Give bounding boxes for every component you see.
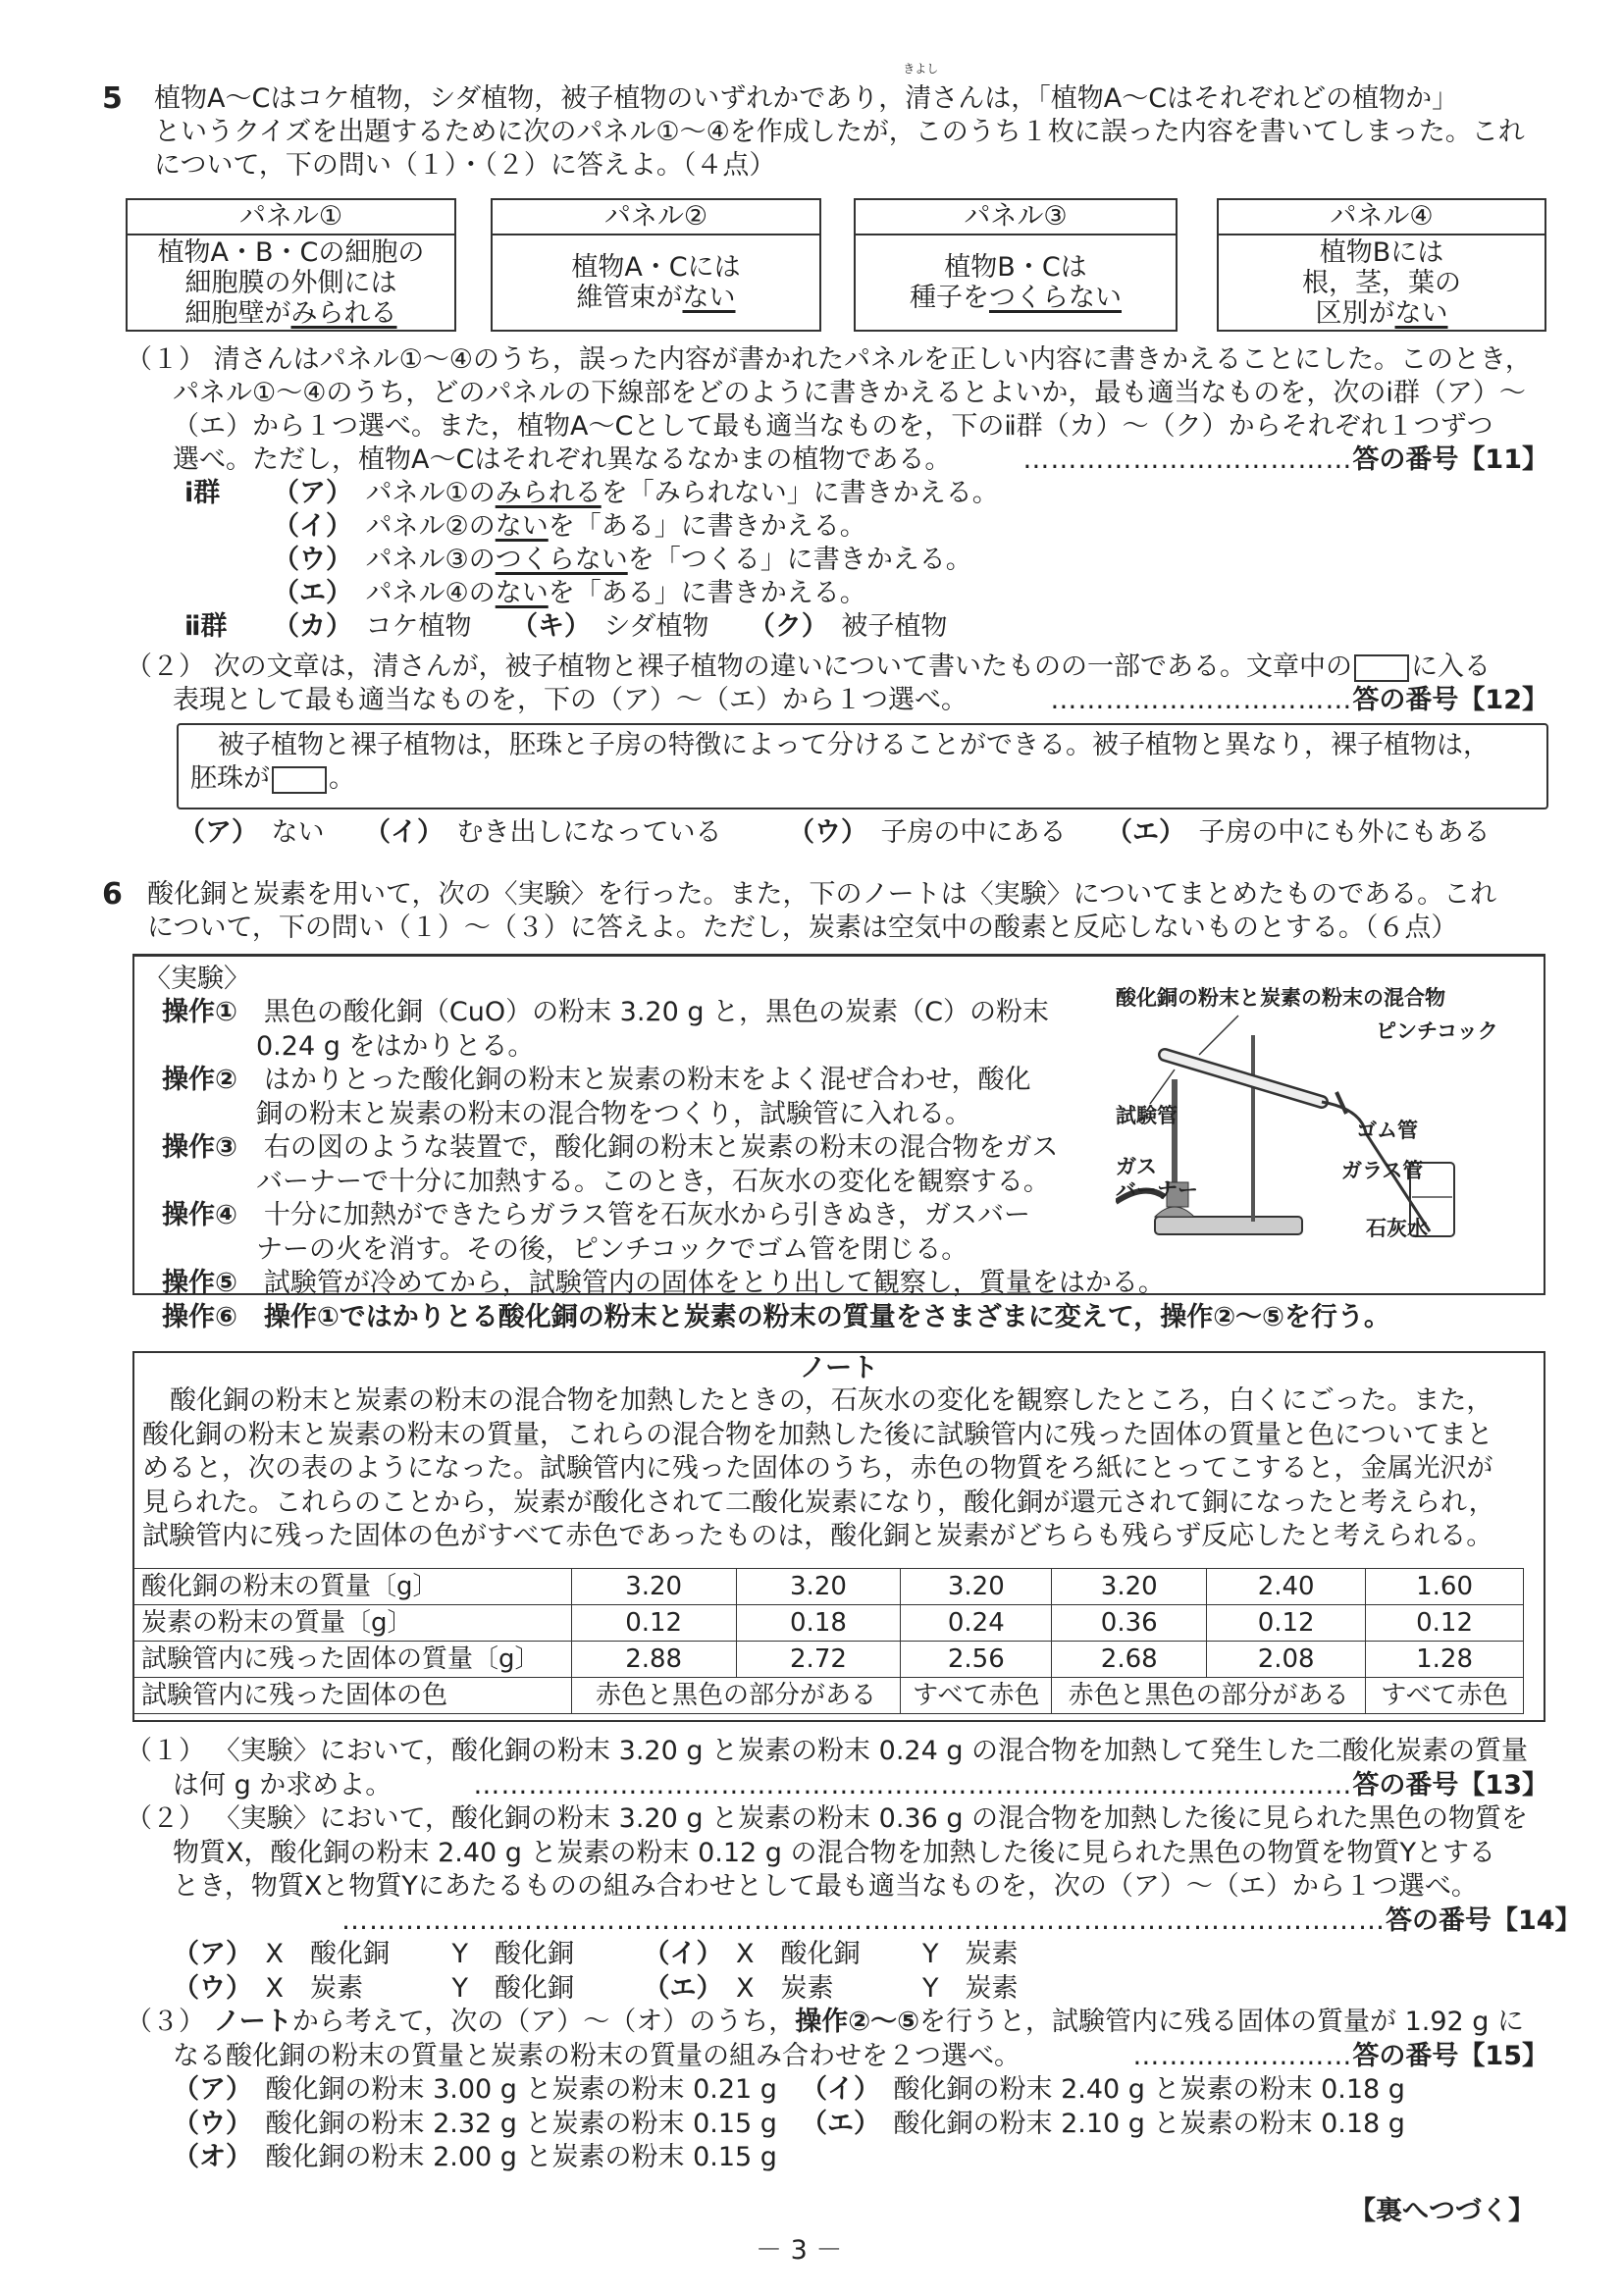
figure-label: バーナー xyxy=(1116,1178,1198,1202)
sub-number: （２） xyxy=(126,652,205,682)
option-key: （エ） xyxy=(1119,817,1173,848)
step-text: 十分に加熱ができたらガラス管を石灰水から引きぬき，ガスバー xyxy=(263,1200,1030,1230)
step-label: 操作④ xyxy=(162,1200,237,1230)
answer-number: 答の番号【14】 xyxy=(1386,1905,1582,1936)
table-cell: 2.40 xyxy=(1207,1569,1366,1605)
passage-text: 胚珠が xyxy=(190,763,270,794)
group-label: ⅰ群 xyxy=(184,478,221,508)
underlined-text: みられる xyxy=(495,478,602,508)
step-text: ナーの火を消す。その後，ピンチコックでゴム管を閉じる。 xyxy=(256,1233,969,1265)
option-key: （キ） xyxy=(524,611,578,642)
option-text: X 酸化銅 xyxy=(265,1939,390,1969)
table-cell: 2.68 xyxy=(1052,1642,1207,1678)
underlined-text: ない xyxy=(495,578,549,608)
table-cell: 1.60 xyxy=(1366,1569,1524,1605)
panel-text: 維管束が xyxy=(576,283,683,313)
table-cell: 3.20 xyxy=(901,1569,1052,1605)
question-text: とき，物質Xと物質Yにあたるものの組み合わせとして最も適当なものを，次の（ア）～（エ）から１つ選べ。 xyxy=(173,1871,1478,1902)
question-text: ノート xyxy=(213,2007,292,2037)
page-number: － 3 － xyxy=(756,2235,843,2266)
passage-text: 被子植物と裸子植物は，胚珠と子房の特徴によって分けることができる。被子植物と異なり，裸子植物は， xyxy=(218,730,1490,760)
option-text: Y 炭素 xyxy=(922,1972,1019,2004)
option-text: Y 炭素 xyxy=(922,1939,1019,1969)
figure-label: ガス xyxy=(1116,1155,1157,1178)
option-text: X 酸化銅 xyxy=(736,1939,861,1969)
table-row xyxy=(133,1569,1524,1605)
panel-3 xyxy=(854,198,1178,332)
option-text: を「ある」に書きかえる。 xyxy=(548,578,866,608)
option-text: 酸化銅の粉末 2.00 g と炭素の粉末 0.15 g xyxy=(265,2142,777,2172)
figure-label: ピンチコック xyxy=(1376,1019,1498,1043)
option-text: 酸化銅の粉末 3.00 g と炭素の粉末 0.21 g xyxy=(265,2074,777,2105)
leader-dots: …………………………………………………………………………………… xyxy=(473,1769,1353,1800)
table-row xyxy=(133,1678,1524,1714)
panel-title: パネル② xyxy=(493,200,819,235)
question-text: 表現として最も適当なものを，下の（ア）～（エ）から１つ選べ。 xyxy=(173,685,968,715)
question-text: （エ）から１つ選べ。また，植物A～Cとして最も適当なものを，下のⅱ群（カ）～（ク）からそれぞれ１つずつ xyxy=(173,411,1493,442)
option-text: Y 酸化銅 xyxy=(451,1972,574,2004)
question-text: を行うと，試験管内に残る固体の質量が 1.92 g に xyxy=(919,2007,1525,2037)
option-key: （イ） xyxy=(643,1939,709,1969)
option-text: 酸化銅の粉末 2.10 g と炭素の粉末 0.18 g xyxy=(893,2108,1405,2139)
panel-4 xyxy=(1217,198,1546,332)
option-text: パネル②の xyxy=(365,511,496,542)
step-text: 右の図のような装置で，酸化銅の粉末と炭素の粉末の混合物をガス xyxy=(263,1132,1059,1163)
question-text: 操作②～⑤ xyxy=(795,2007,919,2037)
step-label: 操作⑤ xyxy=(162,1268,237,1298)
step-text: 銅の粉末と炭素の粉末の混合物をつくり，試験管に入れる。 xyxy=(256,1098,971,1129)
table-cell: すべて赤色 xyxy=(1366,1678,1524,1714)
question-text: パネル①～④のうち，どのパネルの下線部をどのように書きかえるとよいか，最も適当なものを，次のⅰ群（ア）～ xyxy=(173,378,1526,408)
figure-label: ガラス管 xyxy=(1341,1159,1424,1182)
option-text: 酸化銅の粉末 2.40 g と炭素の粉末 0.18 g xyxy=(893,2074,1405,2105)
sub-number: （３） xyxy=(126,2007,205,2037)
question-5-intro xyxy=(154,62,1547,183)
table-row xyxy=(133,1605,1524,1642)
blank-box xyxy=(272,766,327,794)
underlined-text: ない xyxy=(682,283,736,313)
panel-title: パネル③ xyxy=(856,200,1176,235)
note-text: 酸化銅の粉末と炭素の粉末の混合物を加熱したときの，石灰水の変化を観察したところ，白くにごった。また， xyxy=(170,1385,1493,1416)
step-label: 操作① xyxy=(162,997,237,1027)
table-cell: 赤色と黒色の部分がある xyxy=(1052,1678,1366,1714)
table-cell: 3.20 xyxy=(1052,1569,1207,1605)
option-key: （イ） xyxy=(377,817,431,848)
step-text: 黒色の酸化銅（CuO）の粉末 3.20 g と，黒色の炭素（C）の粉末 xyxy=(263,997,1049,1027)
leader-dots: …………………………… xyxy=(1050,685,1353,715)
table-cell: 0.12 xyxy=(571,1605,736,1642)
panel-text: 植物A・Cには xyxy=(571,252,741,283)
table-cell: 赤色と黒色の部分がある xyxy=(571,1678,901,1714)
figure-label: 石灰水 xyxy=(1366,1217,1428,1240)
leader-dots: ……………………………… xyxy=(1022,444,1353,475)
table-cell: 0.18 xyxy=(736,1605,901,1642)
question-6-intro xyxy=(147,878,1550,945)
underlined-text: ない xyxy=(1394,297,1448,329)
option-key: （ウ） xyxy=(173,1972,239,2004)
blank-box xyxy=(1354,654,1409,682)
option-text: シダ植物 xyxy=(603,611,709,642)
option-key: （ア） xyxy=(273,478,340,508)
option-key: （ク） xyxy=(761,611,815,642)
table-cell: 0.36 xyxy=(1052,1605,1207,1642)
question-text: 物質X，酸化銅の粉末 2.40 g と炭素の粉末 0.12 g の混合物を加熱した後に見られた黒色の物質を物質Yとする xyxy=(173,1837,1495,1868)
sub-number: （１） xyxy=(126,1736,205,1766)
option-text: 子房の中にある xyxy=(880,817,1067,848)
question-text: は何 g か求めよ。 xyxy=(173,1769,393,1800)
name-ruby: きよし xyxy=(903,62,939,76)
intro-text: について，下の問い（１）・（２）に答えよ。（４点） xyxy=(154,150,776,181)
underlined-text: みられる xyxy=(290,297,397,329)
figure-label: 試験管 xyxy=(1116,1104,1178,1127)
option-key: （イ） xyxy=(273,511,340,542)
experiment-title: 〈実験〉 xyxy=(144,964,250,994)
question-text: から考えて，次の（ア）～（オ）のうち， xyxy=(291,2007,796,2037)
option-key: （ウ） xyxy=(801,817,855,848)
note-text: めると，次の表のようになった。試験管内に残った固体のうち，赤色の物質をろ紙にとってこすると，金属光沢が xyxy=(142,1453,1493,1484)
option-key: （カ） xyxy=(273,611,340,642)
panel-text: 植物A・B・Cの細胞の xyxy=(157,236,425,268)
option-key: （ア） xyxy=(179,817,245,848)
option-key: （ア） xyxy=(173,1939,239,1969)
q5-subquestion-2 xyxy=(126,651,1548,717)
group-label: ⅱ群 xyxy=(184,611,228,642)
panel-text: 細胞壁が xyxy=(184,297,291,329)
question-text: 清さんはパネル①～④のうち，誤った内容が書かれたパネルを正しい内容に書きかえることにした。このとき， xyxy=(213,344,1532,375)
step-text: 試験管が冷めてから，試験管内の固体をとり出して観察し，質量をはかる。 xyxy=(263,1268,1165,1298)
table-cell: 3.20 xyxy=(571,1569,736,1605)
step-text: 0.24 g をはかりとる。 xyxy=(256,1030,535,1062)
option-text: を「みられない」に書きかえる。 xyxy=(601,478,999,508)
step-label: 操作② xyxy=(162,1065,237,1095)
option-key: （エ） xyxy=(801,2108,867,2139)
table-cell: 0.12 xyxy=(1207,1605,1366,1642)
panel-2 xyxy=(491,198,821,332)
table-cell: 0.12 xyxy=(1366,1605,1524,1642)
experiment-box xyxy=(132,954,1545,1332)
underlined-text: つくらない xyxy=(495,545,628,575)
table-cell: 2.56 xyxy=(901,1642,1052,1678)
apparatus-figure xyxy=(1116,986,1538,1241)
question-6-number: 6 xyxy=(102,877,123,912)
results-table xyxy=(132,1568,1524,1714)
option-text: を「ある」に書きかえる。 xyxy=(548,511,866,542)
option-text: 被子植物 xyxy=(841,611,948,642)
intro-text: 植物A～Cはコケ植物，シダ植物，被子植物のいずれかであり， xyxy=(154,83,906,114)
step-label: 操作③ xyxy=(162,1132,237,1163)
option-key: （ウ） xyxy=(273,545,340,575)
option-text: コケ植物 xyxy=(365,611,472,642)
row-header: 炭素の粉末の質量〔g〕 xyxy=(133,1605,572,1642)
step-text: バーナーで十分に加熱する。このとき，石灰水の変化を観察する。 xyxy=(256,1166,1050,1197)
table-cell: 0.24 xyxy=(901,1605,1052,1642)
question-text: なる酸化銅の粉末の質量と炭素の粉末の質量の組み合わせを２つ選べ。 xyxy=(173,2040,1021,2071)
panel-title: パネル④ xyxy=(1219,200,1544,235)
answer-number: 答の番号【13】 xyxy=(1352,1769,1548,1800)
panel-title: パネル① xyxy=(128,200,454,235)
intro-text: さんは，「植物A～Cはそれぞれどの植物か」 xyxy=(931,83,1459,114)
option-text: むき出しになっている xyxy=(456,817,722,848)
option-key: （ウ） xyxy=(173,2108,239,2139)
panel-text: 根，茎，葉の xyxy=(1302,267,1461,298)
question-text: 〈実験〉において，酸化銅の粉末 3.20 g と炭素の粉末 0.36 g の混合物を加熱した後に見られた黒色の物質を xyxy=(213,1803,1529,1834)
answer-number: 答の番号【11】 xyxy=(1352,444,1548,475)
step-label: 操作⑥ xyxy=(162,1301,237,1332)
panel-text: 区別が xyxy=(1315,297,1395,329)
option-key: （エ） xyxy=(643,1972,709,2004)
row-header: 酸化銅の粉末の質量〔g〕 xyxy=(133,1569,572,1605)
sub-number: （１） xyxy=(126,344,205,375)
table-cell: 2.72 xyxy=(736,1642,901,1678)
option-key: （オ） xyxy=(173,2142,239,2172)
panel-text: 植物Bには xyxy=(1319,236,1444,268)
q6-subquestions xyxy=(126,1735,1582,2175)
figure-label: 酸化銅の粉末と炭素の粉末の混合物 xyxy=(1116,986,1445,1010)
panel-text: 植物B・Cは xyxy=(944,252,1087,283)
step-text: はかりとった酸化銅の粉末と炭素の粉末をよく混ぜ合わせ，酸化 xyxy=(263,1065,1031,1095)
leader-dots: …………………………………………………………………………………………………… xyxy=(341,1905,1386,1936)
table-cell: 1.28 xyxy=(1366,1642,1524,1678)
sub-number: （２） xyxy=(126,1803,205,1834)
table-row xyxy=(133,1642,1524,1678)
intro-text: について，下の問い（１）～（３）に答えよ。ただし，炭素は空気中の酸素と反応しないものとする。（６点） xyxy=(147,913,1458,943)
table-cell: すべて赤色 xyxy=(901,1678,1052,1714)
q5-s2-options xyxy=(179,816,1491,850)
question-5-number: 5 xyxy=(102,81,123,116)
table-cell: 2.88 xyxy=(571,1642,736,1678)
option-text: Y 酸化銅 xyxy=(451,1939,574,1969)
option-text: 酸化銅の粉末 2.32 g と炭素の粉末 0.15 g xyxy=(265,2108,777,2139)
question-text: 〈実験〉において，酸化銅の粉末 3.20 g と炭素の粉末 0.24 g の混合物を加熱して発生した二酸化炭素の質量 xyxy=(213,1736,1529,1766)
intro-text: というクイズを出題するために次のパネル①～④を作成したが，このうち１枚に誤った内容を書いてしまった。これ xyxy=(154,117,1525,147)
underlined-text: つくらない xyxy=(989,283,1122,313)
option-text: パネル④の xyxy=(365,578,496,608)
option-text: ない xyxy=(271,817,325,848)
row-header: 試験管内に残った固体の色 xyxy=(133,1678,572,1714)
note-text: 酸化銅の粉末と炭素の粉末の質量，これらの混合物を加熱した後に試験管内に残った固体の質量と色についてまと xyxy=(142,1419,1493,1450)
answer-number: 答の番号【12】 xyxy=(1352,685,1548,715)
question-text: に入る xyxy=(1411,652,1492,682)
note-title: ノート xyxy=(799,1353,879,1383)
continue-note: 【裏へつづく】 xyxy=(1349,2196,1535,2226)
option-key: （エ） xyxy=(273,578,340,608)
question-text: 選べ。ただし，植物A～Cはそれぞれ異なるなかまの植物である。 xyxy=(173,444,952,475)
leader-dots: …………………… xyxy=(1132,2040,1353,2071)
option-key: （ア） xyxy=(173,2074,239,2105)
note-text: 見られた。これらのことから，炭素が酸化されて二酸化炭素になり，酸化銅が還元されて銅になったと考えられ， xyxy=(142,1487,1495,1518)
q5-subquestion-1 xyxy=(126,343,1548,644)
option-text: パネル③の xyxy=(365,545,496,575)
passage-box xyxy=(177,723,1548,809)
option-text: パネル①の xyxy=(365,478,496,508)
underlined-text: ない xyxy=(495,511,549,542)
option-text: X 炭素 xyxy=(736,1972,834,2004)
option-text: を「つくる」に書きかえる。 xyxy=(627,545,972,575)
passage-text: 。 xyxy=(329,763,355,794)
panel-1 xyxy=(126,198,456,332)
figure-label: ゴム管 xyxy=(1356,1119,1418,1142)
option-text: X 炭素 xyxy=(265,1972,363,2004)
answer-number: 答の番号【15】 xyxy=(1352,2040,1548,2071)
table-cell: 3.20 xyxy=(736,1569,901,1605)
option-text: 子房の中にも外にもある xyxy=(1198,817,1491,848)
intro-text: 酸化銅と炭素を用いて，次の〈実験〉を行った。また，下のノートは〈実験〉についてまとめたものである。これ xyxy=(147,879,1497,910)
name: 清 xyxy=(905,83,932,114)
note-text: 試験管内に残った固体の色がすべて赤色であったものは，酸化銅と炭素がどちらも残らず反応したと考えられる。 xyxy=(142,1521,1493,1551)
table-cell: 2.08 xyxy=(1207,1642,1366,1678)
row-header: 試験管内に残った固体の質量〔g〕 xyxy=(133,1642,572,1678)
question-text: 次の文章は，清さんが，被子植物と裸子植物の違いについて書いたものの一部である。文章中の xyxy=(213,652,1353,682)
panel-text: 種子を xyxy=(910,283,989,313)
option-key: （イ） xyxy=(801,2074,867,2105)
panel-text: 細胞膜の外側には xyxy=(184,267,397,298)
step-text: 操作①ではかりとる酸化銅の粉末と炭素の粉末の質量をさまざまに変えて，操作②～⑤を行う。 xyxy=(263,1301,1390,1332)
